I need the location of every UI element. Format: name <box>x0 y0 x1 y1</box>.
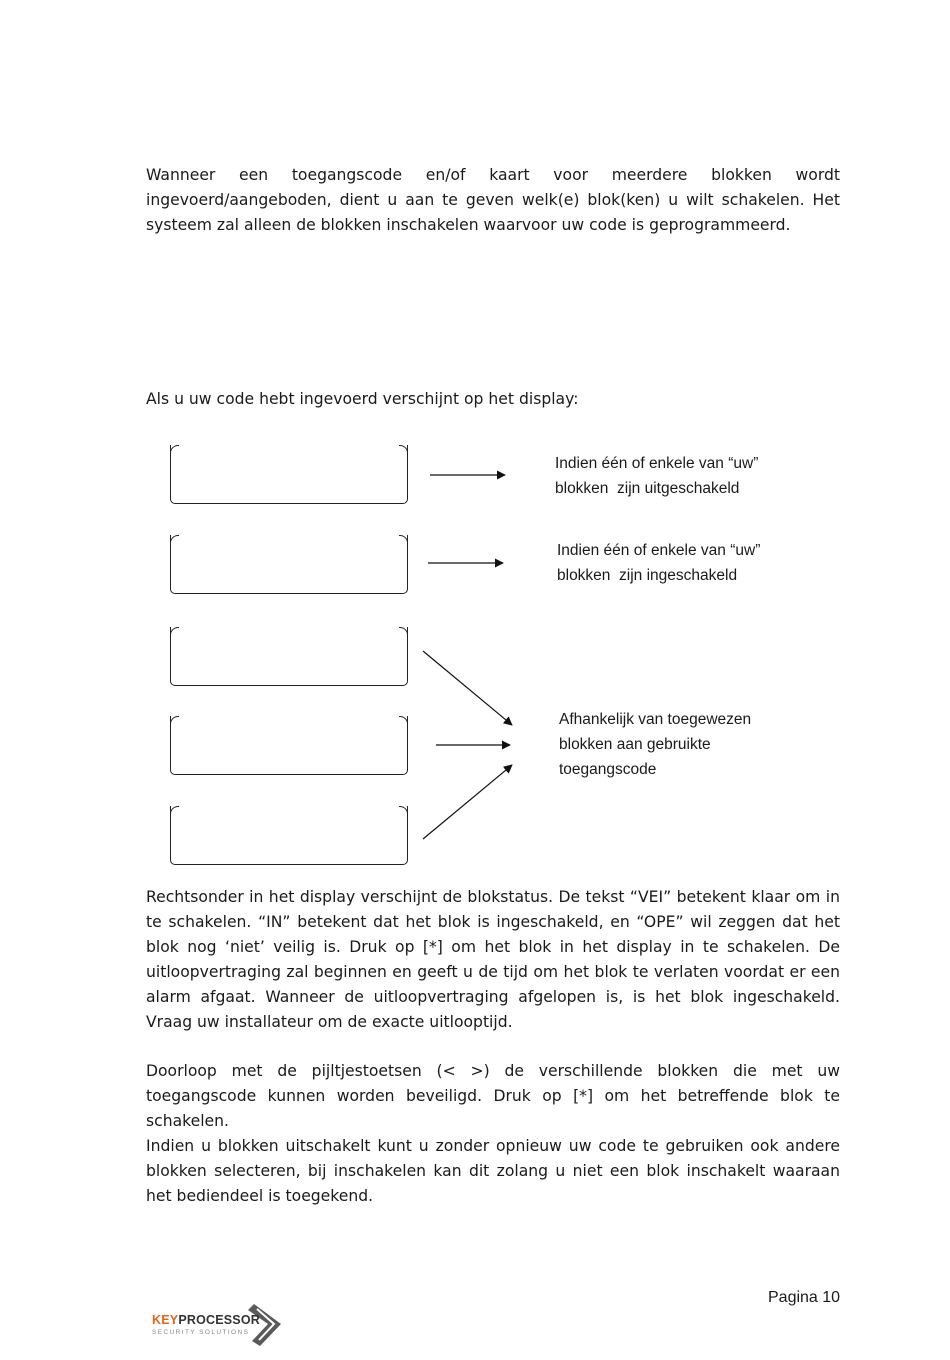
indien-paragraph: Indien u blokken uitschakelt kunt u zonder opnieuw uw code te gebruiken ook andere blokken selecteren, bij inschakelen kan dit zolang u niet een blok inschakelt waaraan het bediendeel is toegekend. <box>146 1137 840 1205</box>
display-intro-paragraph: Als u uw code hebt ingevoerd verschijnt op het display: <box>146 390 579 408</box>
arrow-diag-down <box>423 651 512 725</box>
logo-subtitle: SECURITY SOLUTIONS <box>152 1329 250 1336</box>
blokstatus-paragraph: Rechtsonder in het display verschijnt de blokstatus. De tekst “VEI” betekent klaar om in te schakelen. “IN” betekent dat het blok is ingeschakeld, en “OPE” wil zeggen dat het blok nog ‘niet’ veilig is. Druk op [*] om het blok in het display in te schakelen. De uitloopvertraging zal beginnen en geeft u de tijd om het blok te verlaten voordat er een alarm afgaat. Wanneer de uitloopvertraging afgelopen is, is het blok ingeschakeld. Vraag uw installateur om de exacte uitlooptijd. <box>146 888 840 1031</box>
doorloop-paragraph: Doorloop met de pijltjestoetsen (< >) de verschillende blokken die met uw toegangscode kunnen worden beveiligd. Druk op [*] om het betreffende blok te schakelen. <box>146 1062 840 1130</box>
keyprocessor-logo <box>148 1300 288 1350</box>
logo-wordmark <box>152 1313 260 1327</box>
logo-key-text: KEY <box>152 1313 179 1327</box>
label-ingeschakeld: Indien één of enkele van “uw” blokken zijn ingeschakeld <box>557 542 761 584</box>
label-afhankelijk: Afhankelijk van toegewezen blokken aan gebruikte toegangscode <box>559 711 752 778</box>
arrow-diag-up <box>423 765 512 839</box>
intro-paragraph: Wanneer een toegangscode en/of kaart voor meerdere blokken wordt ingevoerd/aangeboden, dient u aan te geven welk(e) blok(ken) u wilt schakelen. Het systeem zal alleen de blokken inschakelen waarvoor uw code is geprogrammeerd. <box>146 166 840 234</box>
logo-processor-text: PROCESSOR <box>178 1313 260 1327</box>
page-number: Pagina 10 <box>768 1289 841 1306</box>
label-uitgeschakeld: Indien één of enkele van “uw” blokken zijn uitgeschakeld <box>555 455 759 497</box>
